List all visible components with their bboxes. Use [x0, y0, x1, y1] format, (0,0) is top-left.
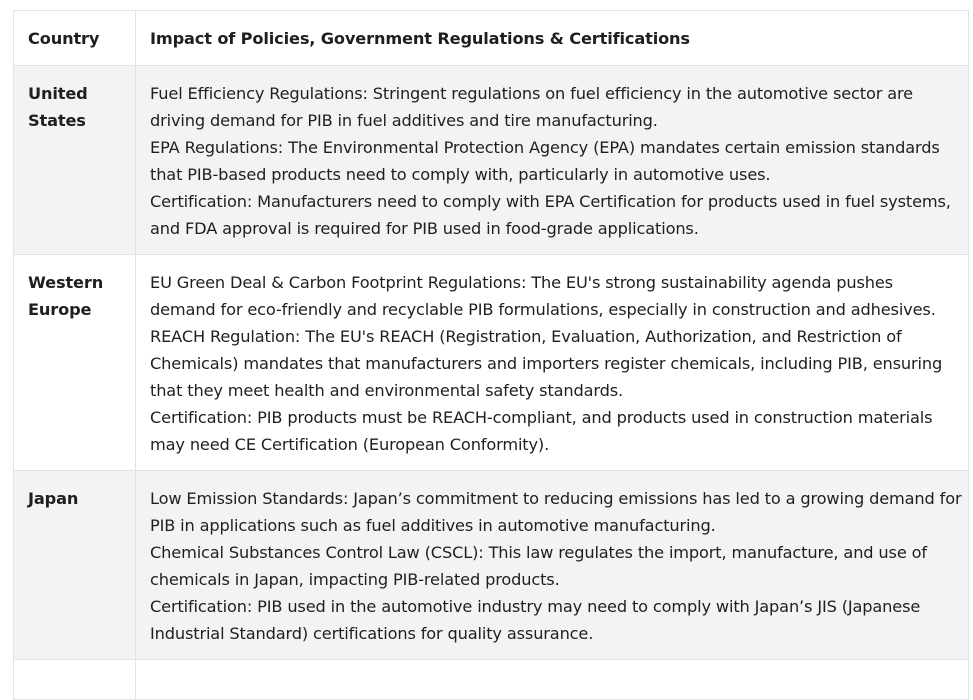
country-cell [14, 255, 136, 471]
table-row [14, 255, 969, 471]
impact-item: Low Emission Standards: Japan’s commitment to reducing emissions has led to a growing demand for PIB in applications such as fuel additives in automotive manufacturing. [150, 489, 962, 535]
country-name-line: Western [28, 273, 104, 292]
impact-item: Fuel Efficiency Regulations: Stringent regulations on fuel efficiency in the automotive sector are driving demand for PIB in fuel additives and tire manufacturing. [150, 84, 913, 130]
country-name-line: States [28, 111, 86, 130]
impact-item: Certification: PIB products must be REACH-compliant, and products used in construction materials may need CE Certification (European Conformity). [150, 408, 933, 454]
impact-cell [136, 660, 969, 700]
impact-item: Chemical Substances Control Law (CSCL): This law regulates the import, manufacture, and use of chemicals in Japan, impacting PIB-related products. [150, 543, 927, 589]
country-name-line: Japan [28, 489, 79, 508]
impact-item: Certification: PIB used in the automotive industry may need to comply with Japan’s JIS (Japanese Industrial Standard) certifications for quality assurance. [150, 597, 921, 643]
table-row-partial [14, 660, 969, 700]
country-name-line: United [28, 84, 88, 103]
impact-cell [136, 255, 969, 471]
country-cell [14, 471, 136, 660]
impact-item: EU Green Deal & Carbon Footprint Regulations: The EU's strong sustainability agenda pushes demand for eco-friendly and recyclable PIB formulations, especially in construction and adhesives. [150, 273, 936, 319]
impact-cell [136, 471, 969, 660]
impact-item: REACH Regulation: The EU's REACH (Registration, Evaluation, Authorization, and Restriction of Chemicals) mandates that manufacturers and importers register chemicals, including PIB, ensuring that they meet health and environmental safety standards. [150, 327, 943, 400]
impact-item: EPA Regulations: The Environmental Protection Agency (EPA) mandates certain emission standards that PIB-based products need to comply with, particularly in automotive uses. [150, 138, 940, 184]
country-cell [14, 660, 136, 700]
country-name-line: Europe [28, 300, 92, 319]
header-country: Country [14, 11, 136, 66]
header-impact: Impact of Policies, Government Regulations & Certifications [136, 11, 969, 66]
table-row [14, 471, 969, 660]
table-row [14, 66, 969, 255]
table-header-row [14, 11, 969, 66]
policies-table [13, 10, 969, 700]
country-cell [14, 66, 136, 255]
policies-table-container [13, 10, 968, 700]
impact-cell [136, 66, 969, 255]
impact-item: Certification: Manufacturers need to comply with EPA Certification for products used in fuel systems, and FDA approval is required for PIB used in food-grade applications. [150, 192, 951, 238]
